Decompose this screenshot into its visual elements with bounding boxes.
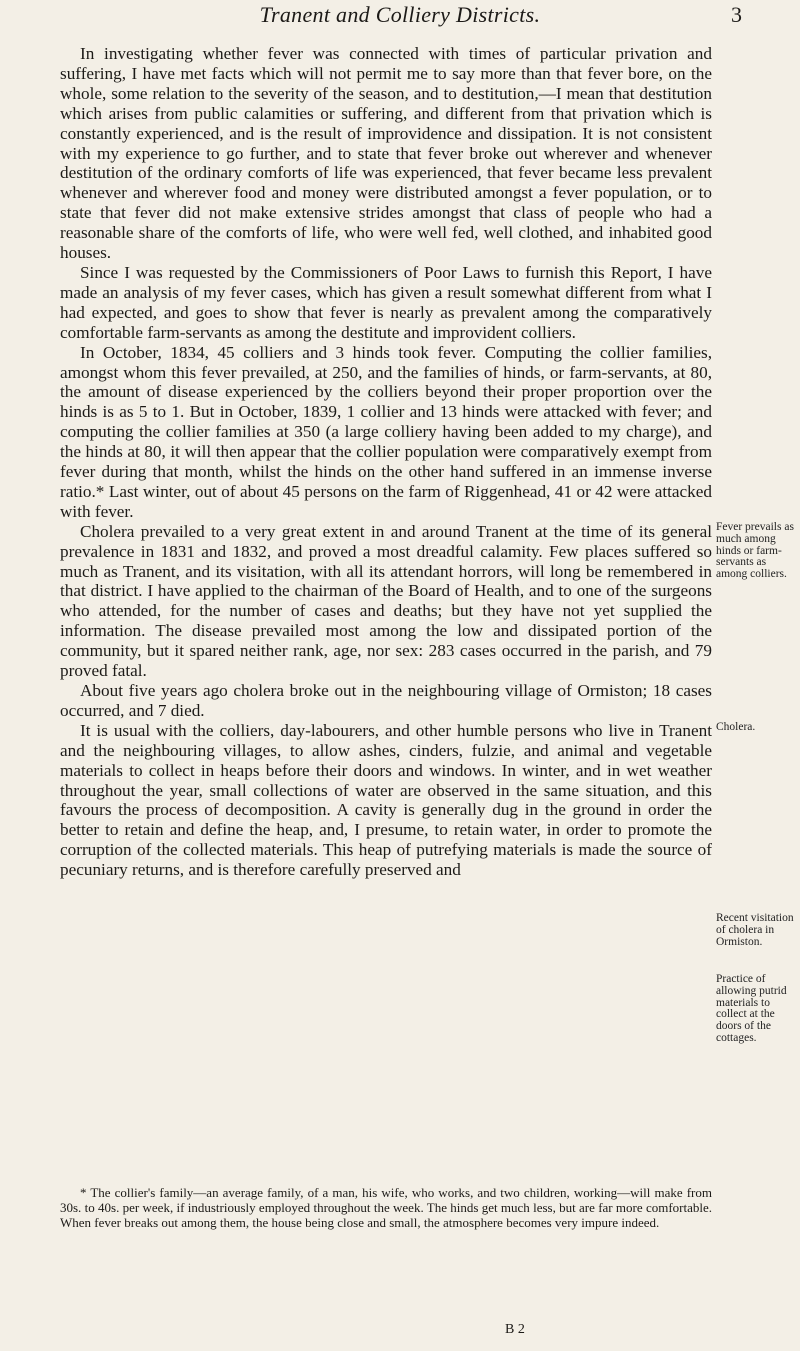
paragraph-cholera-ormiston: About five years ago cholera broke out in the neighbouring village of Ormiston; 18 cases occurred, and 7 died. [60, 681, 712, 720]
paragraph-refuse-heaps: It is usual with the colliers, day-labourers, and other humble persons who live in Tranent and the neighbouring villages, to allow ashes, cinders, fulzie, and animal and vegetable materials to collect in heaps before their doors and windows. In winter, and in wet weather throughout the year, small collections of water are observed in the same situation, and this favours the process of decomposition. A cavity is generally dug in the ground in order the better to retain and define the heap, and, I presume, to retain water, in order to promote the corruption of the collected materials. This heap of putrefying materials is made the source of pecuniary returns, and is therefore carefully preserved and [60, 720, 712, 880]
sidenote-fever-prevails: Fever prevails as much among hinds or farm-servants as among colliers. [716, 521, 794, 581]
sidenote-recent-visitation: Recent visitation of cholera in Ormiston. [716, 912, 794, 948]
signature-mark: B 2 [505, 1322, 525, 1337]
body-text [60, 44, 712, 880]
footnote [60, 1185, 712, 1230]
paragraph-cholera-tranent: Cholera prevailed to a very great extent in and around Tranent at the time of its general prevalence in 1831 and 1832, and proved a most dreadful calamity. Few places suffered so much as Tranent, and its visitation, with all its attendant horrors, will long be remembered in that district. I have applied to the chairman of the Board of Health, and to one of the surgeons who attended, for the number of cases and deaths; but they have not yet supplied the information. The disease prevailed most among the low and dissipated portion of the community, but it spared neither rank, age, nor sex: 283 cases occurred in the parish, and 79 proved fatal. [60, 521, 712, 681]
paragraph-fever-privation: In investigating whether fever was connected with times of particular privation and suffering, I have met facts which will not permit me to say more than that fever bore, on the whole, some relation to the severity of the season, and to destitution,—I mean that destitution which arises from public calamities or suffering, and different from that privation which is constantly experienced, and is the result of improvidence and dissipation. It is not consistent with my experience to go further, and to state that fever broke out wherever and whenever destitution of the ordinary comforts of life was experienced, that fever became less prevalent whenever and wherever food and money were distributed amongst a fever population, or to state that fever did not make extensive strides amongst that class of people who had a reasonable share of the comforts of life, who were well fed, well clothed, and inhabited good houses. [60, 44, 712, 263]
running-head: Tranent and Colliery Districts. [259, 2, 541, 27]
sidenote-practice-putrid: Practice of allowing putrid materials to collect at the doors of the cottages. [716, 973, 787, 1044]
paragraph-report-analysis: Since I was requested by the Commissioners of Poor Laws to furnish this Report, I have made an analysis of my fever cases, which has given a result somewhat different from what I had expected, and goes to show that fever is nearly as prevalent among the comparatively comfortable farm-servants as among the destitute and improvident colliers. [60, 262, 712, 342]
page-number: 3 [731, 2, 742, 27]
footnote-text: * The collier's family—an average family, of a man, his wife, who works, and two children, working—will make from 30s. to 40s. per week, if industriously employed throughout the week. The hinds get much less, but are far more comfortable. When fever breaks out among them, the house being close and small, the atmosphere becomes very impure indeed. [60, 1185, 712, 1230]
paragraph-fever-statistics: In October, 1834, 45 colliers and 3 hinds took fever. Computing the collier families, amongst whom this fever prevailed, at 250, and the families of hinds, or farm-servants, at 80, the amount of disease experienced by the colliers beyond their proper proportion over the hinds is as 5 to 1. But in October, 1839, 1 collier and 13 hinds were attacked with fever; and computing the collier families at 350 (a large colliery having been added to my charge), and the hinds at 80, it will then appear that the collier population were comparatively exempt from fever during that month, whilst the hinds on the other hand suffered in an immense inverse ratio.* Last winter, out of about 45 persons on the farm of Riggenhead, 41 or 42 were attacked with fever. [60, 342, 712, 521]
sidenote-cholera: Cholera. [716, 721, 756, 733]
page-header [0, 2, 800, 36]
